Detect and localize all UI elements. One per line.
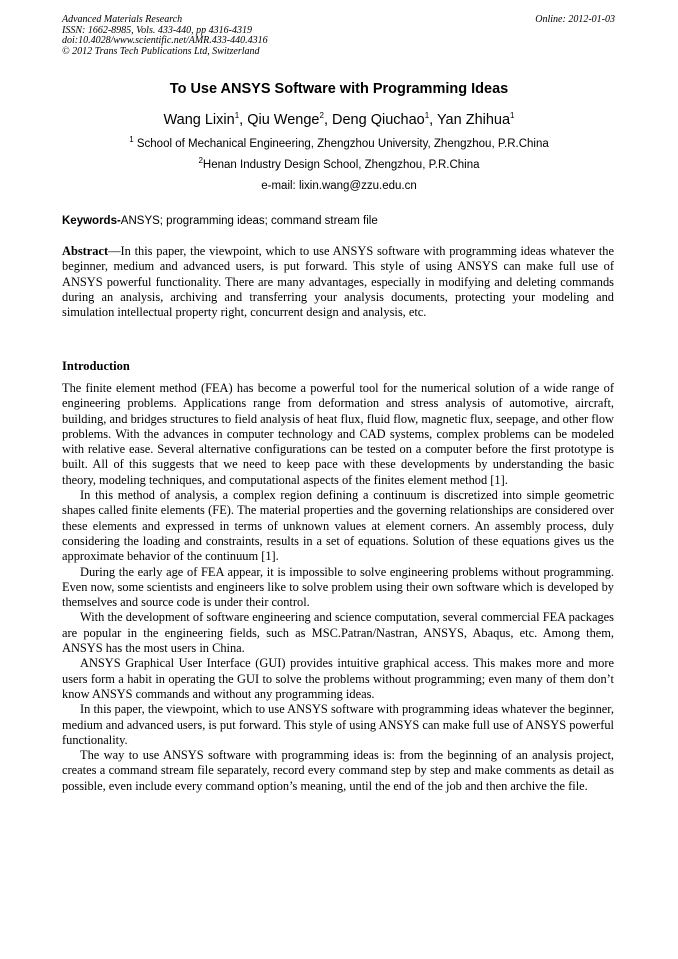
- paper-title: To Use ANSYS Software with Programming Ideas: [169, 81, 509, 97]
- paragraph: In this paper, the viewpoint, which to use ANSYS software with programming ideas whatever the beginner, medium and advanced users, is put forward. This style of using ANSYS can make full use of ANSYS powerful functionality.: [62, 702, 614, 747]
- author-affil-sup: 2: [319, 111, 324, 121]
- abstract: [62, 244, 614, 320]
- keywords-label: Keywords-: [62, 215, 121, 227]
- affiliation-1: [0, 135, 678, 150]
- paragraph: In this method of analysis, a complex region defining a continuum is discretized into simple geometric shapes called finite elements (FE). The material properties and the governing relationships are considered over these elements and expressed in terms of unknown values at element corners. An assembly process, duly considering the loading and constraints, results in a set of equations. Solution of these equations gives us the approximate behavior of the continuum [1].: [62, 488, 614, 564]
- online-date: Online: 2012-01-03: [535, 14, 615, 25]
- doi-line: doi:10.4028/www.scientific.net/AMR.433-440.4316: [62, 35, 268, 46]
- author-sep: ,: [323, 112, 332, 128]
- author-sep: ,: [239, 112, 248, 128]
- paragraph: The way to use ANSYS software with programming ideas is: from the beginning of an analysis project, creates a command stream file separately, record every command step by step and make comments as detail as possible, even include every command option’s meaning, until the end of the job and then archive the file.: [62, 748, 614, 793]
- affiliation-text: Henan Industry Design School, Zhengzhou, P.R.China: [202, 159, 480, 171]
- paragraph: During the early age of FEA appear, it is impossible to solve engineering problems without programming. Even now, some scientists and engineers like to solve problem using their own software which is developed by themselves and source code is under their control.: [62, 564, 614, 610]
- affiliation-sup: 2: [198, 156, 203, 166]
- author-name: Qiu Wenge: [247, 112, 320, 128]
- author-name: Yan Zhihua: [436, 112, 511, 128]
- affiliation-text: School of Mechanical Engineering, Zhengzhou University, Zhengzhou, P.R.China: [133, 138, 549, 150]
- author-name: Deng Qiuchao: [332, 112, 425, 128]
- paragraph: With the development of software engineering and science computation, several commercial FEA packages are popular in the engineering fields, such as MSC.Patran/Nastran, ANSYS, Abaqus, etc. Among them, ANSYS has the most users in China.: [62, 610, 614, 656]
- keywords: [62, 215, 378, 227]
- author-list: [0, 112, 678, 128]
- author-email: e-mail: lixin.wang@zzu.edu.cn: [261, 180, 417, 192]
- affiliation-2: [0, 156, 678, 171]
- journal-name: Advanced Materials Research: [62, 14, 183, 25]
- abstract-label: Abstract: [62, 244, 109, 258]
- keywords-text: ANSYS; programming ideas; command stream file: [120, 215, 378, 227]
- copyright-line: © 2012 Trans Tech Publications Ltd, Switzerland: [62, 45, 260, 57]
- journal-header: [62, 15, 615, 57]
- abstract-text: —In this paper, the viewpoint, which to use ANSYS software with programming ideas whatever the beginner, medium and advanced users, is put forward. This style of using ANSYS can make full use of ANSYS powerful functionality. There are many advantages, especially in modifying and deleting commands during an analysis, archiving and transferring your analysis documents, protecting your modeling and simulation intellectual property right, concurrent design and analysis, etc.: [62, 244, 614, 320]
- affiliation-sup: 1: [129, 135, 134, 145]
- introduction-body: [62, 381, 614, 794]
- paragraph: ANSYS Graphical User Interface (GUI) provides intuitive graphical access. This makes more and more users form a habit in operating the GUI to solve the problems without programming; even many of them don’t know ANSYS commands and without any programming ideas.: [62, 656, 614, 701]
- author-affil-sup: 1: [234, 111, 240, 121]
- section-heading-introduction: Introduction: [62, 359, 130, 373]
- paragraph: The finite element method (FEA) has become a powerful tool for the numerical solution of a wide range of engineering problems. Applications range from deformation and stress analysis of automotive, aircraft, building, and bridges structures to field analysis of heat flux, fluid flow, magnetic flux, seepage, and other flow problems. With the advances in computer technology and CAD systems, complex problems can be modeled with relative ease. Several alternative configurations can be tested on a computer before the first prototype is built. All of this suggests that we need to keep pace with these developments by understanding the basic theory, modeling techniques, and computational aspects of the finites element method [1].: [62, 381, 614, 487]
- author-sep: ,: [429, 112, 437, 128]
- author-name: Wang Lixin: [163, 112, 235, 128]
- author-affil-sup: 1: [424, 111, 430, 121]
- author-affil-sup: 1: [510, 111, 515, 121]
- issn-line: ISSN: 1662-8985, Vols. 433-440, pp 4316-4319: [62, 24, 252, 36]
